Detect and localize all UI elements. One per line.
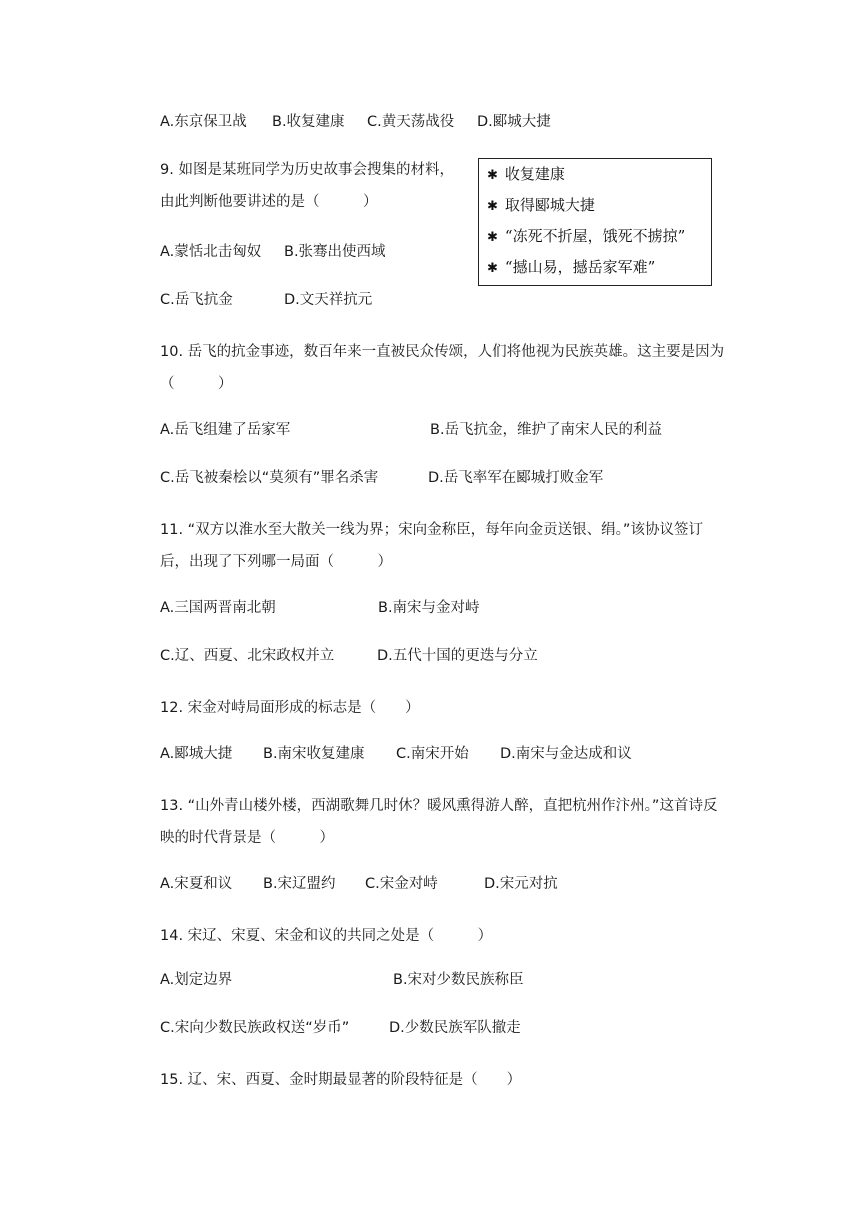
q10-stem: 10. 岳飞的抗金事迹，数百年来一直被民众传颂，人们将他视为民族英雄。这主要是因为（ ） xyxy=(160,344,725,392)
asterisk-icon: ✱ xyxy=(487,199,498,214)
asterisk-icon: ✱ xyxy=(487,261,498,276)
material-item: ✱ “冻死不折屋，饿死不掳掠” xyxy=(487,227,686,245)
asterisk-icon: ✱ xyxy=(487,168,498,183)
q15-stem: 15. 辽、宋、西夏、金时期最显著的阶段特征是（ ） xyxy=(160,1072,522,1088)
material-item: ✱ 取得郾城大捷 xyxy=(487,196,595,214)
q9-material-box xyxy=(478,158,712,286)
q10-option-c: C.岳飞被秦桧以“莫须有”罪名杀害 xyxy=(160,470,379,486)
q11-option-c: C.辽、西夏、北宋政权并立 xyxy=(160,648,335,664)
q13-option-d: D.宋元对抗 xyxy=(484,876,558,892)
q12-option-a: A.郾城大捷 xyxy=(160,746,233,762)
q11-option-a: A.三国两晋南北朝 xyxy=(160,600,276,616)
material-item: ✱ “撼山易，撼岳家军难” xyxy=(487,258,656,276)
q8-option-d: D.郾城大捷 xyxy=(477,114,551,130)
q11-option-b: B.南宋与金对峙 xyxy=(378,600,480,616)
q13-stem: 13. “山外青山楼外楼，西湖歌舞几时休？暖风熏得游人醉，直把杭州作汴州。”这首诗反映的时代背景是（ ） xyxy=(160,798,718,846)
q12-option-c: C.南宋开始 xyxy=(396,746,469,762)
asterisk-icon: ✱ xyxy=(487,230,498,245)
q9-stem: 9. 如图是某班同学为历史故事会搜集的材料，由此判断他要讲述的是（ ） xyxy=(160,162,454,210)
q13-option-c: C.宋金对峙 xyxy=(365,876,438,892)
q10-option-a: A.岳飞组建了岳家军 xyxy=(160,422,291,438)
material-item: ✱ 收复建康 xyxy=(487,165,565,183)
q14-option-b: B.宋对少数民族称臣 xyxy=(393,972,524,988)
q9-option-d: D.文天祥抗元 xyxy=(284,292,373,308)
q12-stem: 12. 宋金对峙局面形成的标志是（ ） xyxy=(160,700,420,716)
q14-option-d: D.少数民族军队撤走 xyxy=(389,1020,521,1036)
q10-option-d: D.岳飞率军在郾城打败金军 xyxy=(428,470,604,486)
q8-option-c: C.黄天荡战役 xyxy=(367,114,455,130)
q9-option-a: A.蒙恬北击匈奴 xyxy=(160,244,262,260)
q8-option-b: B.收复建康 xyxy=(272,114,345,130)
q11-option-d: D.五代十国的更迭与分立 xyxy=(377,648,538,664)
q8-option-a: A.东京保卫战 xyxy=(160,114,247,130)
q13-option-b: B.宋辽盟约 xyxy=(263,876,336,892)
q13-option-a: A.宋夏和议 xyxy=(160,876,233,892)
q12-option-d: D.南宋与金达成和议 xyxy=(500,746,632,762)
q14-option-c: C.宋向少数民族政权送“岁币” xyxy=(160,1020,350,1036)
q11-stem: 11. “双方以淮水至大散关一线为界；宋向金称臣，每年向金贡送银、绢。”该协议签订后，出现了下列哪一局面（ ） xyxy=(160,522,703,570)
q14-stem: 14. 宋辽、宋夏、宋金和议的共同之处是（ ） xyxy=(160,928,493,944)
q14-option-a: A.划定边界 xyxy=(160,972,233,988)
q10-option-b: B.岳飞抗金，维护了南宋人民的利益 xyxy=(430,422,663,438)
q12-option-b: B.南宋收复建康 xyxy=(263,746,365,762)
q9-option-b: B.张骞出使西域 xyxy=(284,244,386,260)
q9-option-c: C.岳飞抗金 xyxy=(160,292,233,308)
